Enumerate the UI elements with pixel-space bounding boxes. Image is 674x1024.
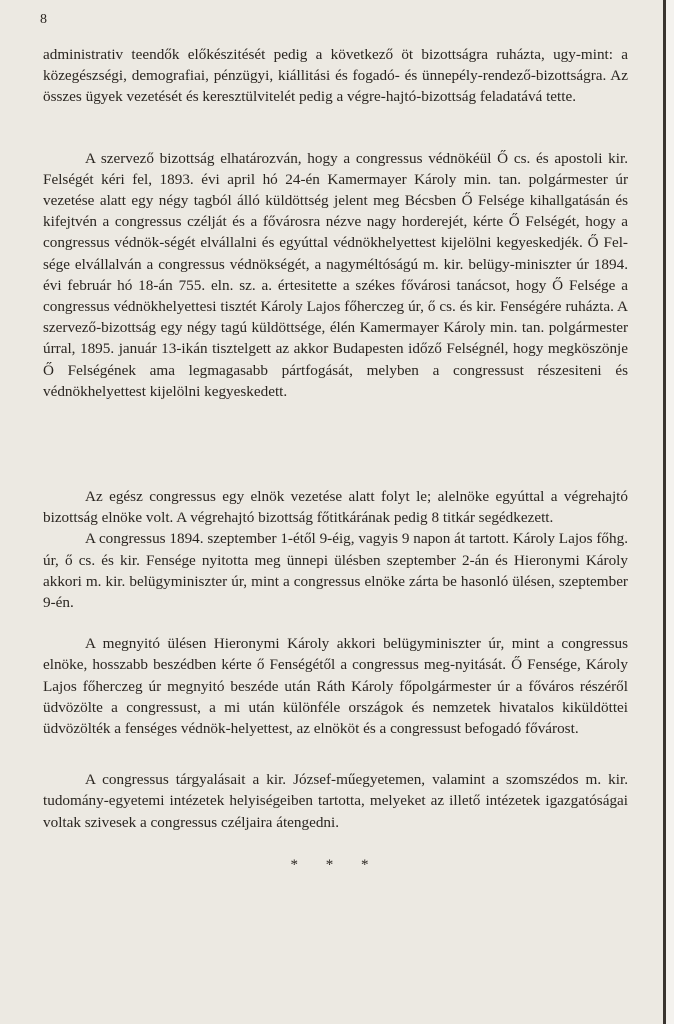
paragraph-venues: A congressus tárgyalásait a kir. József-műegyetemen, valamint a szomszédos m. kir. tudomány-egyetemi intézetek helyiségeiben tartotta, melyeket az illető intézetek igazgatóságai voltak szivesek a congressus czéljaira átengedni. bbox=[43, 771, 628, 831]
document-body bbox=[43, 44, 628, 874]
section-separator: * * * bbox=[290, 856, 381, 873]
paragraph-committees: administrativ teendők előkészitését pedig a következő öt bizottságra ruházta, ugy-mint: a közegészségi, demografiai, pénzügyi, kiállitási és fogadó- és ünnepély-rendező-bizottságra. Az összes ügyek vezetését és keresztülvitelét pedig a végre-hajtó-bizottság feladatává tette. bbox=[43, 46, 628, 106]
paragraph-patronage: A szervező bizottság elhatározván, hogy a congressus védnökéül Ő cs. és apostoli kir. Felségét kéri fel, 1893. évi april hó 24-én Kamermayer Károly min. tan. polgármester úr vezetése alatt egy négy tagból álló küldöttség jelent meg Bécsben Ő Felsége kihallgatásán és kifejtvén a congressus czélját és a fővárosra nézve nagy horderejét, kérte Ő Felségét, hogy a congressus védnök-ségét elvállalni és egyúttal védnökhelyettest kijelölni kegyeskedjék. Ő Fel-sége elvállalván a congressus védnökségét, a nagyméltóságú m. kir. belügy-miniszter úr 1894. évi február hó 18-án 755. eln. sz. a. értesitette a székes fővárosi tanácsot, hogy Ő Felsége a congressus védnökhelyettesi tisztét Károly Lajos főherczeg úr, ő cs. és kir. Fenségére ruházta. A szervező-bizottság egy négy tagú küldöttsége, élén Kamermayer Károly min. tan. polgármester úrral, 1895. január 13-ikán tisztelgett az akkor Budapesten időző Felségnél, hogy megköszönje Ő Felségének ama legmagasabb pártfogását, melyben a congressust részesiteni és védnökhelyettest kijelölni kegyeskedett. bbox=[43, 149, 628, 400]
page-edge-line bbox=[663, 0, 666, 1024]
page-edge-shadow bbox=[666, 0, 674, 1024]
paragraph-opening-session: A megnyitó ülésen Hieronymi Károly akkori belügyminiszter úr, mint a congressus elnöke, hosszabb beszédben kérte ő Fenségétől a congressus meg-nyitását. Ő Fensége, Károly Lajos főherczeg úr megnyitó beszéde után Ráth Károly főpolgármester úr a főváros részéről üdvözölte a congressust, a mi után különféle országok és nemzetek hivatalos kiküldöttei üdvözölték a fenséges védnök-helyettest, az elnököt és a congressust befogadó fővárost. bbox=[43, 635, 628, 738]
paragraph-president: Az egész congressus egy elnök vezetése alatt folyt le; alelnöke egyúttal a végrehajtó bizottság elnöke volt. A végrehajtó bizottság főtitkárának pedig 8 titkár segédkezett. bbox=[43, 488, 628, 527]
page-number: 8 bbox=[40, 12, 48, 27]
paragraph-duration: A congressus 1894. szeptember 1-étől 9-éig, vagyis 9 napon át tartott. Károly Lajos főhg. úr, ő cs. és kir. Fensége nyitotta meg ünnepi ülésben szeptember 2-án és Hieronymi Károly akkori m. kir. belügyminiszter úr, mint a congressus elnöke zárta be hasonló ülésen, szeptember 9-én. bbox=[43, 530, 628, 612]
